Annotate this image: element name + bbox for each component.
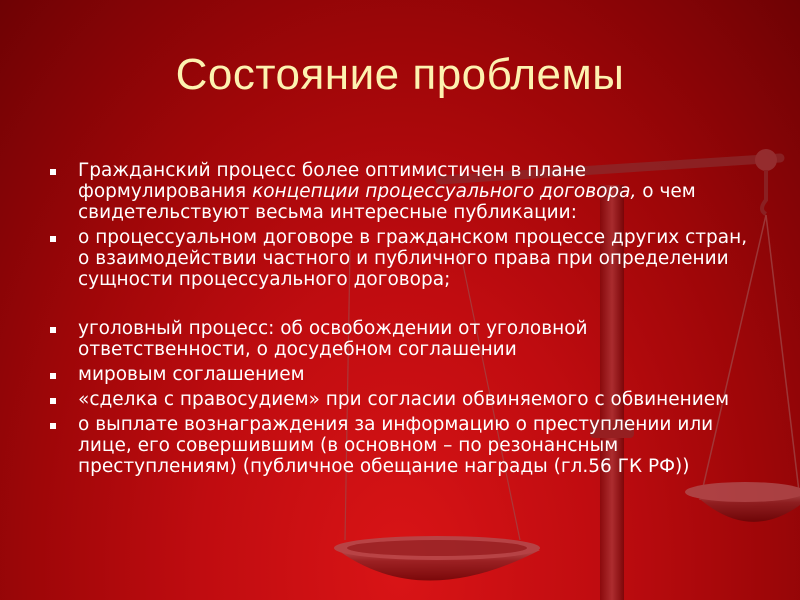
- bullet-item: [48, 414, 758, 477]
- bullet-text: о чем свидетельствуют весьма интересные публикации:: [78, 181, 696, 223]
- bullet-text: о выплате вознаграждения за информацию о преступлении или лице, его совершившим (в основном – по резонансным преступлениям) (публичное обещание награды (гл.56 ГК РФ)): [78, 414, 714, 477]
- bullet-marker: [50, 423, 56, 429]
- bullet-text: Гражданский процесс более оптимистичен в плане формулирования: [78, 160, 587, 202]
- bullet-list: [48, 160, 758, 481]
- bullet-marker: [50, 398, 56, 404]
- bullet-marker: [50, 169, 56, 175]
- bullet-marker: [50, 373, 56, 379]
- bullet-text: «сделка с правосудием» при согласии обвиняемого с обвинением: [78, 389, 730, 410]
- bullet-text: уголовный процесс: об освобождении от уголовной ответственности, о досудебном соглашении: [78, 318, 588, 360]
- bullet-item: [48, 318, 758, 360]
- bullet-item: [48, 160, 758, 223]
- bullet-item: [48, 364, 758, 385]
- bullet-text: о процессуальном договоре в гражданском процессе других стран, о взаимодействии частного и публичного права при определении сущности процессуального договора;: [78, 227, 748, 290]
- bullet-text: мировым соглашением: [78, 364, 305, 385]
- bullet-item: [48, 389, 758, 410]
- bullet-marker: [50, 327, 56, 333]
- bullet-item: [48, 227, 758, 290]
- bullet-emphasis: концепции процессуального договора,: [252, 181, 637, 202]
- bullet-marker: [50, 236, 56, 242]
- slide-title: Состояние проблемы: [175, 50, 625, 99]
